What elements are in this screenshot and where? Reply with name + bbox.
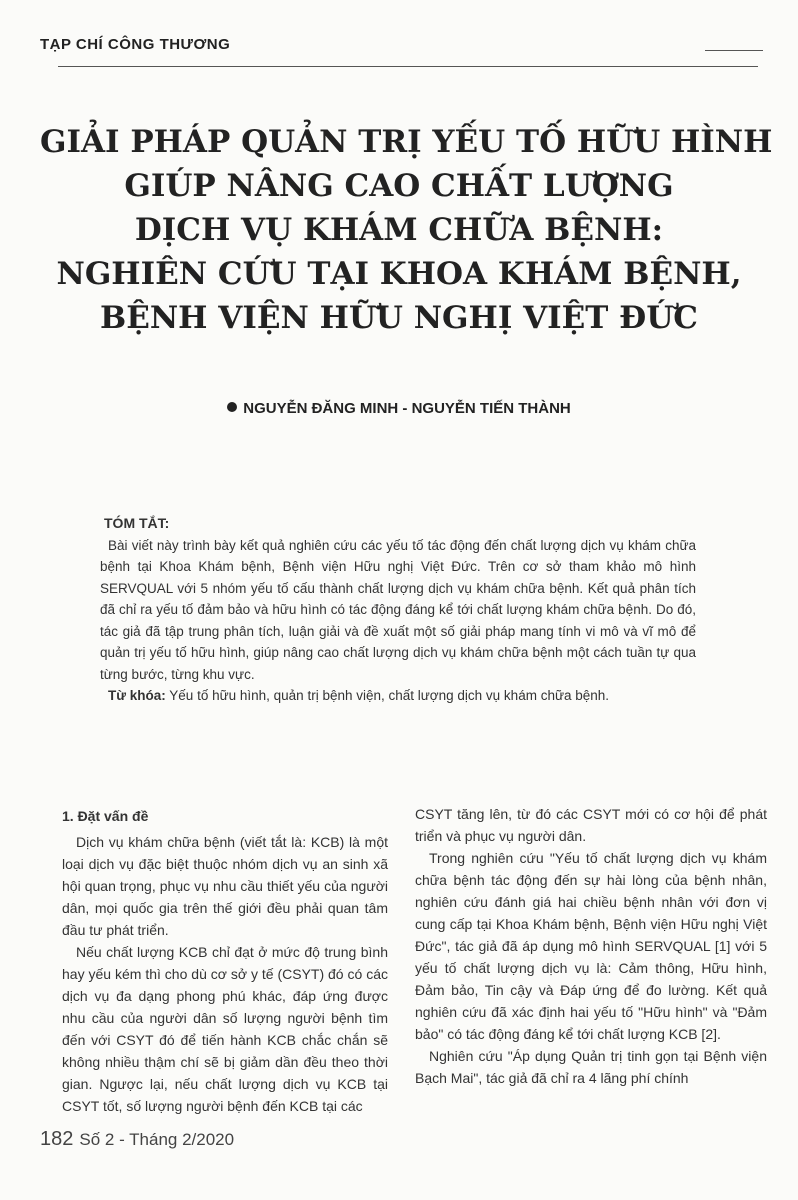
keywords <box>100 685 696 707</box>
keywords-label: Từ khóa: <box>108 688 166 703</box>
bullet-icon <box>227 402 237 412</box>
paragraph: Nghiên cứu "Áp dụng Quản trị tinh gọn tại Bệnh viện Bạch Mai", tác giả đã chỉ ra 4 lãng phí chính <box>415 1048 767 1086</box>
title-line: GIÚP NÂNG CAO CHẤT LƯỢNG <box>124 168 674 204</box>
journal-header: TẠP CHÍ CÔNG THƯƠNG <box>40 36 231 53</box>
paragraph: Nếu chất lượng KCB chỉ đạt ở mức độ trung bình hay yếu kém thì cho dù cơ sở y tế (CSYT) đó có các dịch vụ đa dạng phong phú khác, đáp ứng được nhu cầu của người dân số lượng người bệnh tìm đến với CSYT đó để tiến hành KCB chắc chắn sẽ không nhiều thậm chí sẽ bị giảm dần đều theo thời gian. Ngược lại, nếu chất lượng dịch vụ KCB tại CSYT tốt, số lượng người bệnh đến KCB tại các <box>62 944 388 1114</box>
paragraph: Trong nghiên cứu "Yếu tố chất lượng dịch vụ khám chữa bệnh tác động đến sự hài lòng của bệnh nhân, nghiên cứu đánh giá hai chiều bệnh nhân với đơn vị cung cấp tại Khoa Khám bệnh, Bệnh viện Hữu nghị Việt Đức", tác giả đã áp dụng mô hình SERVQUAL [1] với 5 yếu tố chất lượng dịch vụ là: Cảm thông, Hữu hình, Đảm bảo, Tin cậy và Đáp ứng để đo lường. Kết quả nghiên cứu đã xác định hai yếu tố "Hữu hình" và "Đảm bảo" có tác động đáng kể tới chất lượng KCB [2]. <box>415 850 767 1042</box>
abstract-body: Bài viết này trình bày kết quả nghiên cứu các yếu tố tác động đến chất lượng dịch vụ khám chữa bệnh tại Khoa Khám bệnh, Bệnh viện Hữu nghị Việt Đức. Trên cơ sở tham khảo mô hình SERVQUAL với 5 nhóm yếu tố cấu thành chất lượng dịch vụ khám chữa bệnh. Kết quả phân tích đã chỉ ra yếu tố đảm bảo và hữu hình có tác động đáng kể tới chất lượng khám chữa bệnh. Do đó, tác giả đã tập trung phân tích, luận giải và đề xuất một số giải pháp mang tính vi mô và vĩ mô để quản trị yếu tố hữu hình, giúp nâng cao chất lượng dịch vụ khám chữa bệnh một cách tuần tự qua từng bước, từng khu vực. <box>100 537 696 682</box>
title-line: BỆNH VIỆN HỮU NGHỊ VIỆT ĐỨC <box>100 300 698 336</box>
title-line: GIẢI PHÁP QUẢN TRỊ YẾU TỐ HỮU HÌNH <box>40 124 773 160</box>
right-column <box>415 803 767 1089</box>
issue-info: Số 2 - Tháng 2/2020 <box>79 1130 235 1149</box>
keywords-text: Yếu tố hữu hình, quản trị bệnh viện, chất lượng dịch vụ khám chữa bệnh. <box>169 688 610 703</box>
header-divider <box>58 66 758 67</box>
title-line: DỊCH VỤ KHÁM CHỮA BỆNH: <box>134 212 664 248</box>
article-title <box>40 120 773 340</box>
author-line <box>0 400 798 417</box>
header-divider-short <box>705 50 763 51</box>
paragraph: Dịch vụ khám chữa bệnh (viết tắt là: KCB) là một loại dịch vụ đặc biệt thuộc nhóm dịch vụ an sinh xã hội quan trọng, phục vụ nhu cầu thiết yếu của người dân, mọi quốc gia trên thế giới đều phải quan tâm đầu tư phát triển. <box>62 834 388 938</box>
authors-text: NGUYỄN ĐĂNG MINH - NGUYỄN TIẾN THÀNH <box>243 400 571 417</box>
page-footer <box>40 1128 234 1151</box>
paragraph: CSYT tăng lên, từ đó các CSYT mới có cơ hội để phát triển và phục vụ người dân. <box>415 806 767 844</box>
title-line: NGHIÊN CỨU TẠI KHOA KHÁM BỆNH, <box>56 256 742 292</box>
left-column <box>62 805 388 1117</box>
abstract-heading: TÓM TẮT: <box>104 515 170 531</box>
abstract-section <box>100 513 696 707</box>
section-heading: 1. Đặt vấn đề <box>62 808 149 824</box>
page-number: 182 <box>40 1128 74 1150</box>
